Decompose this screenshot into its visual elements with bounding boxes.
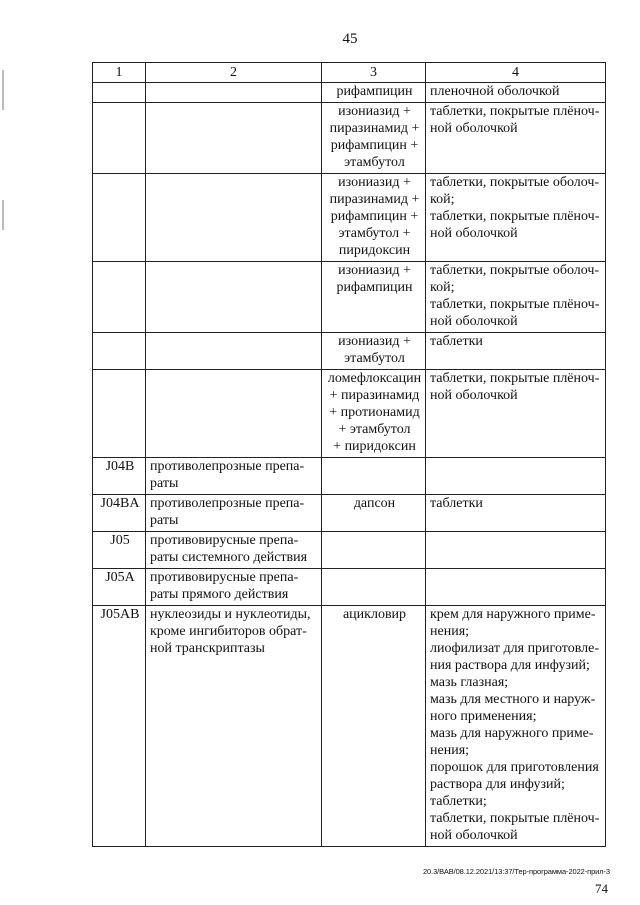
cell-drug-name-line: + этамбутол xyxy=(338,422,411,437)
cell-group-name-line: ной транскриптазы xyxy=(150,641,265,656)
cell-code xyxy=(93,103,146,174)
cell-group-name xyxy=(146,569,322,606)
cell-dosage-form-line: ного применения; xyxy=(430,709,537,724)
cell-dosage-form-line: раствора для инфузий; xyxy=(430,777,565,792)
cell-drug-name-line: изониазид + xyxy=(338,104,411,119)
cell-dosage-form xyxy=(426,333,606,370)
cell-dosage-form-line: нения; xyxy=(430,624,470,639)
table-row xyxy=(93,333,606,370)
cell-dosage-form xyxy=(426,262,606,333)
cell-drug-name-line: + пиразинамид xyxy=(329,388,420,403)
cell-dosage-form-line: кой; xyxy=(430,192,455,207)
cell-group-name-line: раты xyxy=(150,513,179,528)
column-header-form: 4 xyxy=(426,63,606,83)
cell-dosage-form-line: крем для наружного приме- xyxy=(430,607,596,622)
cell-dosage-form xyxy=(426,495,606,532)
cell-drug-name xyxy=(322,532,426,569)
cell-drug-name xyxy=(322,569,426,606)
cell-dosage-form-line: ной оболочкой xyxy=(430,388,518,403)
column-header-code: 1 xyxy=(93,63,146,83)
margin-scan-mark xyxy=(2,70,4,110)
table-header-row xyxy=(93,63,606,83)
cell-group-name-line: раты системного действия xyxy=(150,550,308,565)
cell-drug-name-line: изониазид + xyxy=(338,175,411,190)
cell-code: J05 xyxy=(93,532,146,569)
cell-dosage-form xyxy=(426,103,606,174)
table-row xyxy=(93,174,606,262)
cell-drug-name-line: этамбутол xyxy=(344,351,405,366)
cell-dosage-form-line: таблетки, покрытые плёноч- xyxy=(430,104,600,119)
cell-group-name-line: раты прямого действия xyxy=(150,587,289,602)
table-row xyxy=(93,370,606,458)
cell-group-name-line: противолепрозные препа- xyxy=(150,459,305,474)
cell-drug-name-line: ацикловир xyxy=(342,607,407,622)
cell-dosage-form xyxy=(426,569,606,606)
cell-dosage-form-line: таблетки, покрытые плёноч- xyxy=(430,811,600,826)
cell-code xyxy=(93,174,146,262)
cell-dosage-form-line: порошок для приготовления xyxy=(430,760,599,775)
cell-drug-name xyxy=(322,458,426,495)
cell-drug-name-line: + пиридоксин xyxy=(333,439,416,454)
cell-drug-name xyxy=(322,174,426,262)
table-row xyxy=(93,83,606,103)
cell-drug-name-line: этамбутол xyxy=(344,155,405,170)
cell-code: J04B xyxy=(93,458,146,495)
cell-drug-name-line: + протионамид xyxy=(329,405,420,420)
cell-group-name xyxy=(146,458,322,495)
cell-drug-name xyxy=(322,333,426,370)
cell-drug-name xyxy=(322,103,426,174)
table-row xyxy=(93,495,606,532)
cell-group-name xyxy=(146,103,322,174)
cell-dosage-form xyxy=(426,370,606,458)
cell-dosage-form xyxy=(426,458,606,495)
cell-dosage-form xyxy=(426,174,606,262)
cell-dosage-form-line: ной оболочкой xyxy=(430,314,518,329)
cell-drug-name-line: пиразинамид + xyxy=(329,192,420,207)
cell-group-name-line: противовирусные препа- xyxy=(150,570,299,585)
cell-drug-name-line: этамбутол + xyxy=(338,226,411,241)
cell-dosage-form-line: кой; xyxy=(430,280,455,295)
cell-drug-name xyxy=(322,262,426,333)
cell-dosage-form-line: таблетки, покрытые оболоч- xyxy=(430,175,600,190)
cell-group-name xyxy=(146,174,322,262)
cell-code: J05A xyxy=(93,569,146,606)
document-reference: 20.3/ВАВ/08.12.2021/13:37/Тер-программа-2022-прил-3 xyxy=(422,867,610,876)
cell-drug-name-line: рифампицин + xyxy=(330,138,419,153)
cell-drug-name-line: пиридоксин xyxy=(338,243,411,258)
medication-table xyxy=(92,62,606,847)
cell-dosage-form-line: мазь для местного и наруж- xyxy=(430,692,596,707)
cell-drug-name-line: рифампицин xyxy=(336,84,413,99)
cell-drug-name-line: пиразинамид + xyxy=(329,121,420,136)
table-row xyxy=(93,103,606,174)
cell-dosage-form-line: таблетки; xyxy=(430,794,487,809)
cell-dosage-form-line: пленочной оболочкой xyxy=(430,84,560,99)
cell-code: J04BA xyxy=(93,495,146,532)
cell-drug-name-line: изониазид + xyxy=(338,263,411,278)
cell-drug-name-line: дапсон xyxy=(353,496,396,511)
cell-dosage-form-line: ния раствора для инфузий; xyxy=(430,658,590,673)
table-body xyxy=(93,83,606,847)
cell-code xyxy=(93,370,146,458)
cell-drug-name xyxy=(322,83,426,103)
cell-dosage-form-line: таблетки, покрытые плёноч- xyxy=(430,371,600,386)
column-header-drug: 3 xyxy=(322,63,426,83)
column-header-name: 2 xyxy=(146,63,322,83)
cell-group-name xyxy=(146,333,322,370)
cell-drug-name-line: рифампицин + xyxy=(330,209,419,224)
cell-group-name xyxy=(146,532,322,569)
margin-scan-mark xyxy=(2,200,4,230)
cell-code xyxy=(93,83,146,103)
cell-group-name xyxy=(146,495,322,532)
cell-drug-name-line: рифампицин xyxy=(336,280,413,295)
cell-code xyxy=(93,262,146,333)
table-row xyxy=(93,262,606,333)
cell-group-name-line: нуклеозиды и нуклеотиды, xyxy=(150,607,311,622)
cell-drug-name xyxy=(322,606,426,847)
cell-dosage-form-line: ной оболочкой xyxy=(430,226,518,241)
cell-drug-name xyxy=(322,495,426,532)
table-row xyxy=(93,606,606,847)
cell-dosage-form xyxy=(426,606,606,847)
cell-group-name xyxy=(146,606,322,847)
cell-dosage-form-line: ной оболочкой xyxy=(430,121,518,136)
cell-group-name-line: противовирусные препа- xyxy=(150,533,299,548)
cell-drug-name xyxy=(322,370,426,458)
page-number: 45 xyxy=(342,31,358,47)
cell-dosage-form-line: таблетки, покрытые плёноч- xyxy=(430,297,600,312)
table-row xyxy=(93,532,606,569)
cell-dosage-form-line: лиофилизат для приготовле- xyxy=(430,641,599,656)
cell-dosage-form-line: нения; xyxy=(430,743,470,758)
cell-dosage-form xyxy=(426,83,606,103)
cell-group-name-line: кроме ингибиторов обрат- xyxy=(150,624,307,639)
cell-group-name xyxy=(146,262,322,333)
cell-dosage-form-line: таблетки xyxy=(430,496,483,511)
cell-dosage-form-line: ной оболочкой xyxy=(430,828,518,843)
cell-dosage-form xyxy=(426,532,606,569)
cell-group-name xyxy=(146,83,322,103)
table-row xyxy=(93,458,606,495)
cell-group-name xyxy=(146,370,322,458)
cell-drug-name-line: изониазид + xyxy=(338,334,411,349)
cell-code xyxy=(93,333,146,370)
cell-drug-name-line: ломефлоксацин xyxy=(327,371,422,386)
cell-group-name-line: раты xyxy=(150,476,179,491)
cell-dosage-form-line: мазь для наружного приме- xyxy=(430,726,594,741)
cell-dosage-form-line: мазь глазная; xyxy=(430,675,509,690)
cell-group-name-line: противолепрозные препа- xyxy=(150,496,305,511)
sheet-number: 74 xyxy=(595,881,608,896)
cell-dosage-form-line: таблетки, покрытые плёноч- xyxy=(430,209,600,224)
cell-dosage-form-line: таблетки, покрытые оболоч- xyxy=(430,263,600,278)
table-row xyxy=(93,569,606,606)
cell-dosage-form-line: таблетки xyxy=(430,334,483,349)
cell-code: J05AB xyxy=(93,606,146,847)
